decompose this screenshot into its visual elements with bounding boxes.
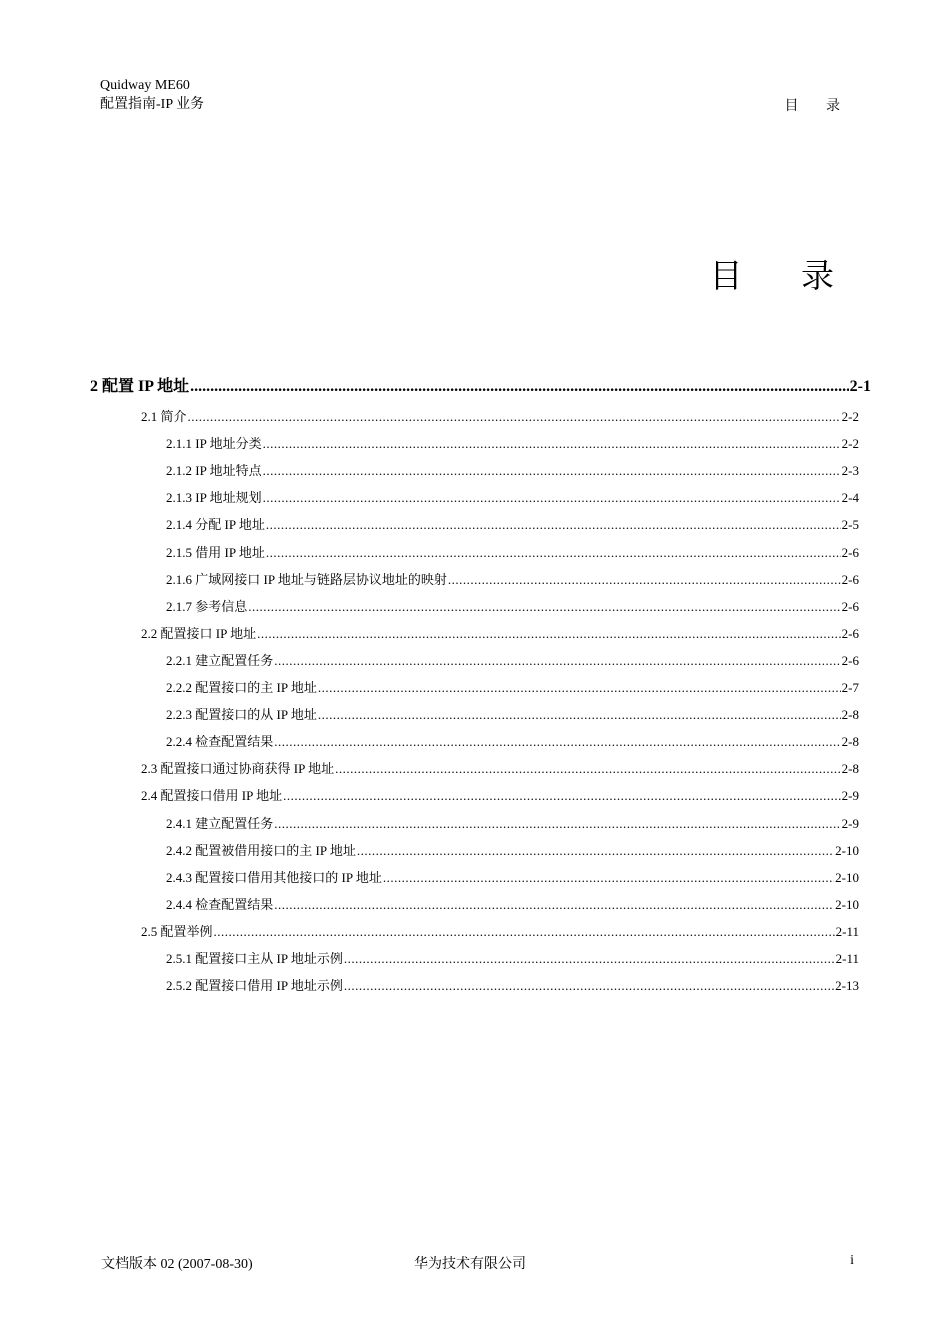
toc-entry-title: 2.1.6 广域网接口 IP 地址与链路层协议地址的映射 [166,571,447,587]
toc-entry[interactable] [166,596,859,615]
toc-entry[interactable] [166,677,859,696]
toc-entry-page: 2-6 [841,652,859,668]
toc-entry-title: 2.2.4 检查配置结果 [166,734,274,750]
toc-leader-dots [188,409,841,425]
toc-leader-dots [248,599,840,615]
toc-entry[interactable] [166,948,859,967]
toc-leader-dots [257,626,841,642]
toc-entry-page: 2-10 [835,896,859,912]
toc-entry-page: 2-5 [841,517,859,533]
toc-leader-dots [383,870,834,886]
toc-entry-page: 2-10 [835,842,859,858]
toc-leader-dots [266,545,841,561]
toc-leader-dots [357,843,834,859]
header-doc-name: 配置指南-IP 业务 [100,97,205,112]
toc-entry-page: 2-13 [835,978,859,994]
toc-entry-title: 2.1.7 参考信息 [166,598,248,614]
toc-entry[interactable] [141,921,859,940]
toc-entry-page: 2-2 [841,409,859,424]
footer-page-number: i [850,1253,854,1268]
toc-entry-page: 2-1 [849,378,871,395]
toc-entry-title: 2.1.3 IP 地址规划 [166,490,262,506]
toc-entry-title: 2.4.3 配置接口借用其他接口的 IP 地址 [166,869,382,885]
toc-leader-dots [344,951,835,967]
toc-leader-dots [190,378,849,396]
toc-entry-page: 2-8 [841,707,859,723]
toc-entry-page: 2-11 [835,951,859,966]
toc-entry-page: 2-6 [841,571,859,587]
toc-entry[interactable] [141,758,859,777]
toc-entry-page: 2-10 [835,869,859,885]
toc-leader-dots [263,463,841,479]
toc-entry-title: 2.4 配置接口借用 IP 地址 [141,788,283,804]
toc-leader-dots [274,897,834,913]
page-title: 目 录 [709,256,858,295]
toc-entry[interactable] [90,373,871,396]
toc-leader-dots [335,761,841,777]
toc-entry-page: 2-3 [841,463,859,479]
toc-entry-title: 2.1.1 IP 地址分类 [166,436,262,452]
toc-entry-page: 2-6 [841,625,859,641]
toc-entry-page: 2-7 [841,680,859,695]
toc-entry[interactable] [166,433,859,452]
toc-entry-title: 2.1 简介 [141,409,187,424]
toc-leader-dots [274,816,840,832]
toc-entry[interactable] [166,542,859,561]
toc-entry-title: 2.2.3 配置接口的从 IP 地址 [166,707,317,723]
header-product: Quidway ME60 [100,78,190,93]
toc-entry-page: 2-8 [841,761,859,777]
toc-entry[interactable] [166,514,859,533]
toc-entry-page: 2-9 [841,788,859,804]
page-header [100,76,204,114]
toc-leader-dots [214,924,835,940]
toc-entry-title: 2.1.2 IP 地址特点 [166,463,262,479]
toc-entry[interactable] [166,975,859,994]
toc-entry-title: 2.1.5 借用 IP 地址 [166,544,265,560]
toc-entry-title: 2.2 配置接口 IP 地址 [141,625,257,641]
toc-entry-page: 2-4 [841,490,859,506]
toc-entry[interactable] [166,840,859,859]
header-section: 目 录 [784,99,852,114]
toc-leader-dots [263,490,841,506]
toc-entry-page: 2-2 [841,436,859,452]
toc-entry[interactable] [166,731,859,750]
toc-leader-dots [274,734,840,750]
toc-leader-dots [448,572,841,588]
toc-leader-dots [274,653,840,669]
toc-entry[interactable] [166,704,859,723]
toc-entry[interactable] [166,813,859,832]
footer-version: 文档版本 02 (2007-08-30) [101,1257,253,1272]
toc-entry-title: 2.4.4 检查配置结果 [166,896,274,912]
toc-leader-dots [283,788,841,804]
toc-entry[interactable] [141,785,859,804]
toc-leader-dots [263,436,841,452]
toc-entry-title: 2.1.4 分配 IP 地址 [166,517,265,533]
toc-entry-page: 2-6 [841,544,859,560]
toc-entry-page: 2-11 [835,923,859,939]
toc-entry[interactable] [166,569,859,588]
footer-company: 华为技术有限公司 [414,1257,526,1272]
toc-entry-title: 2.4.2 配置被借用接口的主 IP 地址 [166,842,356,858]
toc-entry-title: 2.4.1 建立配置任务 [166,815,274,831]
toc-entry[interactable] [166,487,859,506]
toc-entry-title: 2 配置 IP 地址 [90,378,190,395]
toc-entry[interactable] [141,406,859,425]
toc-leader-dots [318,707,841,723]
toc-entry[interactable] [166,867,859,886]
toc-entry-title: 2.3 配置接口通过协商获得 IP 地址 [141,761,335,777]
toc-leader-dots [344,978,834,994]
toc-entry[interactable] [141,623,859,642]
toc-leader-dots [318,680,841,696]
toc-entry-title: 2.2.1 建立配置任务 [166,652,274,668]
toc-entry-title: 2.5.2 配置接口借用 IP 地址示例 [166,978,343,994]
toc-entry[interactable] [166,460,859,479]
toc-leader-dots [266,517,841,533]
toc-entry-title: 2.5 配置举例 [141,923,213,939]
toc-entry[interactable] [166,650,859,669]
toc-entry-page: 2-6 [841,598,859,614]
toc-entry[interactable] [166,894,859,913]
toc-entry-title: 2.5.1 配置接口主从 IP 地址示例 [166,951,343,966]
toc-entry-page: 2-9 [841,815,859,831]
toc-entry-title: 2.2.2 配置接口的主 IP 地址 [166,680,317,695]
toc-entry-page: 2-8 [841,734,859,750]
